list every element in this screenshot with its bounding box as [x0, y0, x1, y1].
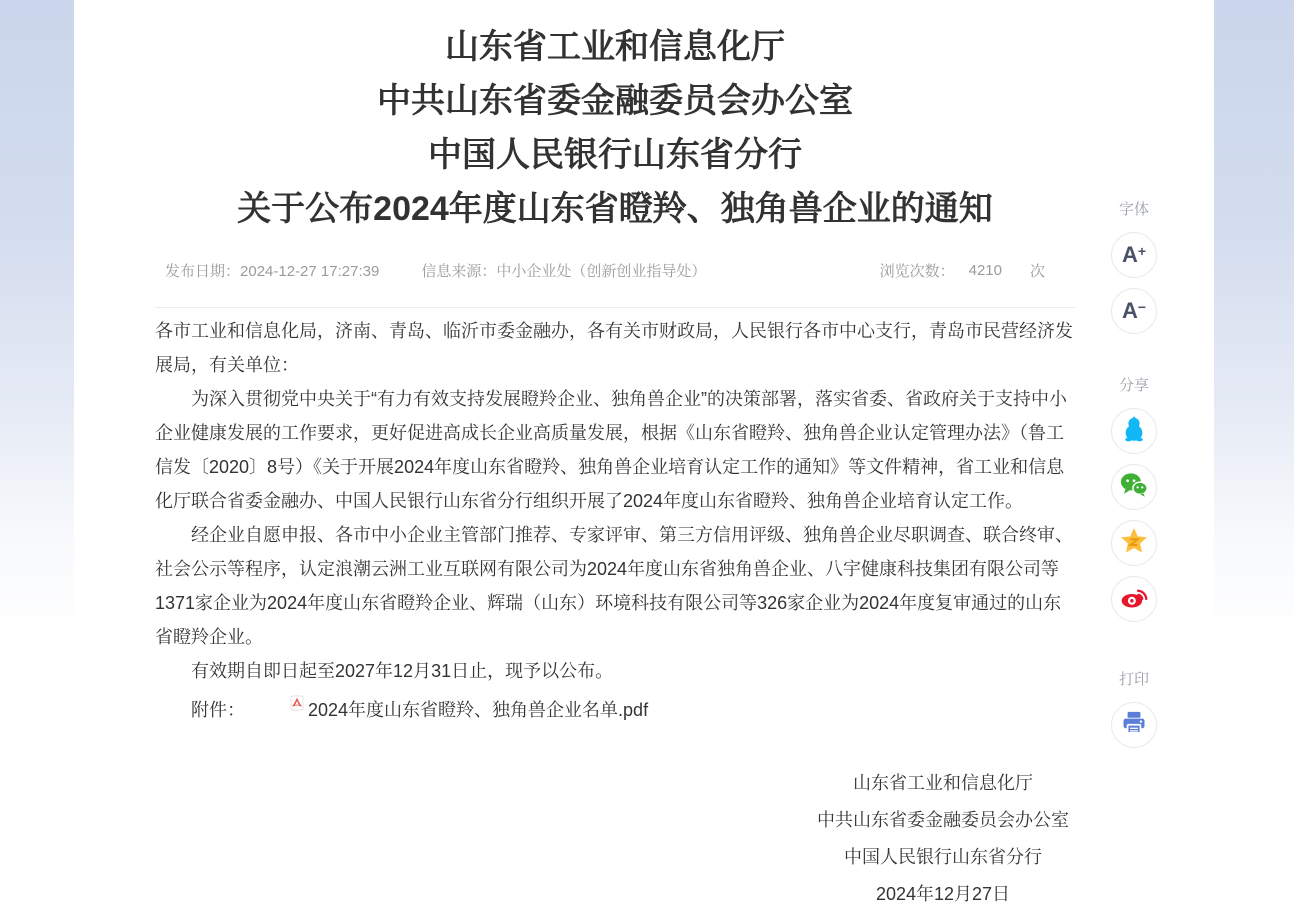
signature-line: 山东省工业和信息化厅: [853, 773, 1033, 793]
paragraph: 为深入贯彻党中央关于“有力有效支持发展瞪羚企业、独角兽企业”的决策部署，落实省委、省政府关于支持中小企业健康发展的工作要求，更好促进高成长企业高质量发展，根据《山东省瞪羚、独角兽企业认定管理办法》（鲁工信发〔2020〕8号）《关于开展2024年度山东省瞪羚、独角兽企业培育认定工作的通知》等文件精神，省工业和信息化厅联合省委金融办、中国人民银行山东省分行组织开展了2024年度山东省瞪羚、独角兽企业培育认定工作。: [155, 389, 1067, 511]
printer-icon: [1120, 709, 1148, 742]
paragraph: 各市工业和信息化局，济南、青岛、临沂市委金融办，各有关市财政局，人民银行各市中心支行，青岛市民营经济发展局，有关单位：: [155, 321, 1073, 375]
title-line: 中共山东省委金融委员会办公室: [377, 82, 853, 120]
signature-block: [817, 765, 1069, 913]
article-page: [74, 0, 1214, 918]
share-label: 分享: [1118, 377, 1149, 394]
meta-bar: [155, 260, 1075, 308]
paragraph: 有效期自即日起至2027年12月31日止，现予以公布。: [191, 661, 614, 681]
font-increase-button[interactable]: [1111, 232, 1157, 278]
page-title: [155, 0, 1075, 236]
font-increase-glyph: A+: [1121, 242, 1147, 267]
signature-date: 2024年12月27日: [875, 884, 1011, 904]
print-label: 打印: [1118, 671, 1149, 688]
pdf-icon: [253, 688, 305, 722]
attachment-link[interactable]: 2024年度山东省瞪羚、独角兽企业名单.pdf: [308, 700, 649, 720]
share-qq-button[interactable]: [1111, 408, 1157, 454]
title-line: 山东省工业和信息化厅: [445, 28, 785, 66]
attachment-row: [155, 688, 1075, 727]
side-toolbar: [1108, 198, 1160, 758]
share-weibo-button[interactable]: [1111, 576, 1157, 622]
title-line: 中国人民银行山东省分行: [428, 136, 802, 174]
font-decrease-button[interactable]: [1111, 288, 1157, 334]
attachment-label: 附件：: [191, 700, 245, 720]
paragraph: 经企业自愿申报、各市中小企业主管部门推荐、专家评审、第三方信用评级、独角兽企业尽职调查、联合终审、社会公示等程序，认定浪潮云洲工业互联网有限公司为2024年度山东省独角兽企业、八宇健康科技集团有限公司等1371家企业为2024年度山东省瞪羚企业、辉瑞（山东）环境科技有限公司等326家企业为2024年度复审通过的山东省瞪羚企业。: [155, 525, 1073, 647]
view-count: 浏览次数： 4210 次: [879, 262, 1045, 280]
qzone-icon: [1119, 526, 1149, 561]
print-button[interactable]: [1111, 702, 1157, 748]
article-body: [155, 308, 1075, 913]
info-source: 信息来源：中小企业处（创新创业指导处）: [421, 263, 707, 280]
wechat-icon: [1119, 470, 1149, 505]
share-qzone-button[interactable]: [1111, 520, 1157, 566]
weibo-icon: [1119, 582, 1149, 617]
signature-line: 中共山东省委金融委员会办公室: [817, 810, 1069, 830]
signature-line: 中国人民银行山东省分行: [844, 847, 1042, 867]
publish-date: 发布日期：2024-12-27 17:27:39: [165, 263, 380, 280]
title-line: 关于公布2024年度山东省瞪羚、独角兽企业的通知: [237, 190, 993, 228]
share-wechat-button[interactable]: [1111, 464, 1157, 510]
font-size-label: 字体: [1118, 201, 1149, 218]
font-decrease-glyph: A−: [1121, 298, 1147, 323]
qq-icon: [1119, 414, 1149, 449]
